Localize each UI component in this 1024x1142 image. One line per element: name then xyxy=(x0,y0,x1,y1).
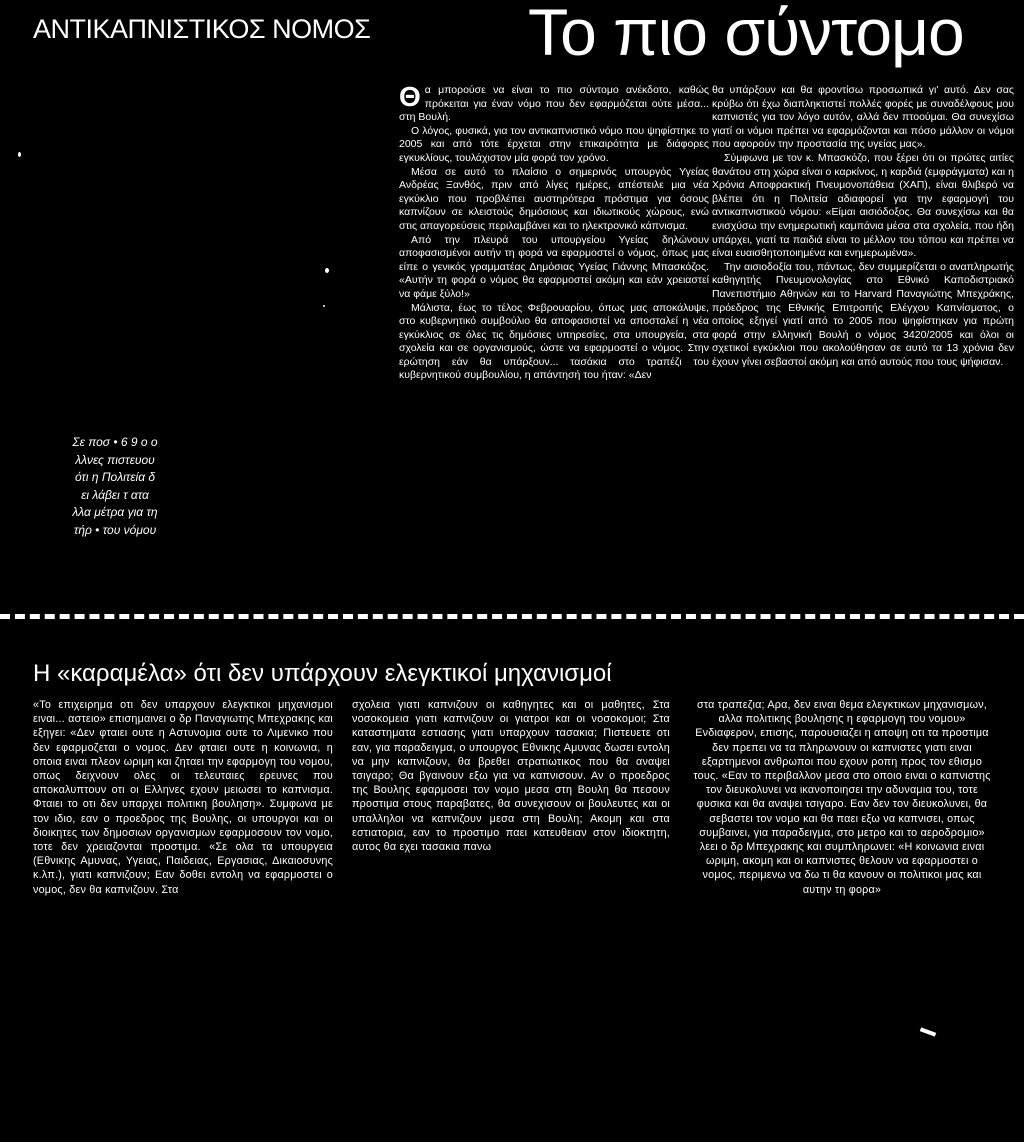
pullquote-line: Σε ποσ • 6 9 ο ο xyxy=(72,435,158,449)
section-divider xyxy=(0,614,1024,619)
article-column-1 xyxy=(399,81,709,383)
box-column-3 xyxy=(690,698,994,897)
box-paragraph: σχολεια γιατι καπνιζουν οι καθηγητες και οι μαθητες, Στα νοσοκομεια γιατι καπνιζουν οι γιατροι και οι νοσοκομοι; Στα καταστηματα εστιασης γιατι υπαρχουν τασακια; Πιστευετε οτι εαν, για παραδειγμα, ο υπουργος Εθνικης Αμυνας δωσει εντολη να μην καπνιζουν, θα βρεθει στρατιωτικος που θα αναψει τσιγαρο; Θα βγαινουν εξω για να καπνισουν. Αν ο προεδρος της Βουλης εφαρμοσει τον νομο μεσα στη Βουλη θα πεσουν προστιμα στους παραβατες, θα συνεχισουν οι βουλευτες και οι υπαλληλοι να καπνιζουν μεσα στη Βουλη; Ακομη και στα εστιατορια, εαν το προστιμο παει κατευθειαν στον ιδιοκτητη, αυτος θα εχει τασακια πανω xyxy=(352,699,670,854)
article-paragraph: Σύμφωνα με τον κ. Μπασκόζο, που ξέρει ότι οι πρώτες αιτίες θανάτου στη χώρα είναι ο καρκίνος, η καρδιά (εμφράγματα) και η Χρόνια Αποφρακτική Πνευμονοπάθεια (ΧΑΠ), είναι θλιβερό να βλέπει ότι η Πολιτεία αδιαφορεί για την εφαρμογή του αντικαπνιστικού νόμου: «Είμαι αισιόδοξος. Θα συνεχίσω και θα ενισχύσω την ενημερωτική καμπάνια μέσα στα σχολεία, που ήδη υπάρχει, γιατί τα παιδιά είναι το μέλλον του τόπου και πρέπει να είναι ευαισθητοποιημένα και ενημερωμένα». xyxy=(712,151,1014,260)
print-speck xyxy=(323,305,325,307)
headline: Το πιο σύντομο xyxy=(528,0,964,69)
pullquote-line: ει λάβει τ ατα xyxy=(81,487,149,502)
article-paragraph: Την αισιοδοξία του, πάντως, δεν συμμερίζεται ο αναπληρωτής καθηγητής Πνευμονολογίας στο Εθνικό Καποδιστριακό Πανεπιστήμιο Αθηνών και το Harvard Παναγιώτης Μπεχράκης, πρόεδρος της Εθνικής Επιτροπής Ελέγχου Καπνίσματος, ο οποίος εξηγεί γιατί από το 2005 που ψηφίστηκαν για πρώτη φορά στην ελληνική Βουλή ο νόμος 3420/2005 και όλοι οι σχετικοί εγκύκλιοι που ακολούθησαν σε αυτό τα 13 χρόνια δεν έχουν γίνει σεβαστοί ακόμη και από αυτούς που τους ψήφισαν. xyxy=(712,260,1014,368)
sidebar-box-title: Η «καραμέλα» ότι δεν υπάρχουν ελεγκτικοί μηχανισμοί xyxy=(33,660,612,687)
article-paragraph: Μέσα σε αυτό το πλαίσιο ο σημερινός υπουργός Υγείας Ανδρέας Ξανθός, πριν από λίγες ημέρες, απέστειλε μια νέα εγκύκλιο που προβλέπει αυστηρότερα πρόστιμα για όσους καπνίζουν σε κλειστούς δημόσιους και ιδιωτικούς χώρους, ενώ στις απαγορεύσεις περιλαμβάνει και το ηλεκτρονικό κάπνισμα. xyxy=(399,165,709,232)
article-paragraph: Από την πλευρά του υπουργείου Υγείας δηλώνουν αποφασισμένοι αυτήν τη φορά να εφαρμοστεί ο νόμος, όπως μας είπε ο γενικός γραμματέας Δημόσιας Υγείας Γιάννης Μπασκόζος. «Αυτήν τη φορά ο νόμος θα εφαρμοστεί ακόμη και εάν χρειαστεί να φάμε ξύλο!» xyxy=(399,233,709,300)
pullquote-line: λλα μέτρα για τη xyxy=(72,505,158,519)
print-speck xyxy=(18,152,21,157)
article-column-2 xyxy=(712,84,1014,369)
print-mark xyxy=(920,1027,936,1036)
article-paragraph: Μάλιστα, έως το τέλος Φεβρουαρίου, όπως μας αποκάλυψε, στο κυβερνητικό συμβούλιο θα αποφασιστεί να αποσταλεί η νέα εγκύκλιος σε όλες τις δημόσιες υπηρεσίες, στα υπουργεία, στα σχολεία και σε οργανισμούς, ώστε να εφαρμοστεί ο νόμος. Στην ερώτηση εάν θα υπάρξουν... τασάκια στο τραπέζι του κυβερνητικού συμβουλίου, η απάντησή του ήταν: «Δεν xyxy=(399,301,709,382)
section-kicker: ΑΝΤΙΚΑΠΝΙΣΤΙΚΟΣ ΝΟΜΟΣ xyxy=(33,14,371,44)
box-column-1 xyxy=(33,698,333,897)
pullquote-line: τήρ • του νόμου xyxy=(73,522,157,537)
print-speck xyxy=(325,268,329,273)
box-paragraph: στα τραπεζια; Αρα, δεν ειναι θεμα ελεγκτικων μηχανισμων, αλλα πολιτικης βουλησης η εφαρμογη του νομου» Ενδιαφερον, επισης, παρουσιαζει η αποψη οτι τα προστιμα δεν πρεπει να τα πληρωνουν οι καπνιστες γιατι ειναι εξαρτημενοι ανθρωποι που εχουν ροπη προς τον εθισμο τους. «Εαν το περιβαλλον μεσα στο οποιο ειναι ο καπνιστης τον διευκολυνει να ικανοποιησει την αδυναμια του, τοτε φυσικα και θα αναψει τσιγαρο. Εαν δεν τον διευκολυνει, θα σεβαστει τον νομο και θα παει εξω να καπνισει, οπως συμβαινει, για παραδειγμα, στο μετρο και το αεροδρομιο» λεει ο δρ Μπεχρακης και συμπληρωνει: «Η κοινωνια ειναι ωριμη, ακομη και οι καπνιστες θελουν να εφαρμοστει ο νομος, περιμενω να δω τι θα κανουν οι πολιτικοι μας και αυτην τη φορα» xyxy=(693,699,991,896)
article-paragraph: θα υπάρξουν και θα φροντίσω προσωπικά γι' αυτό. Δεν σας κρύβω ότι έχω διαπληκτιστεί πολλές φορές με συναδέλφους μου καπνιστές για τον λόγο αυτόν, αλλά δεν πτοούμαι. Θα συνεχίσω γιατί οι νόμοι πρέπει να εφαρμόζονται και πόσο μάλλον οι νόμοι που αφορούν την προστασία της υγείας μας». xyxy=(712,84,1014,151)
drop-cap: Θ xyxy=(399,81,421,112)
pullquote xyxy=(55,434,175,539)
article-paragraph: Θα μπορούσε να είναι το πιο σύντομο ανέκδοτο, καθώς πρόκειται για έναν νόμο που δεν εφαρμόζεται ούτε μέσα... στη Βουλή. xyxy=(399,81,709,124)
box-paragraph: «Το επιχειρημα οτι δεν υπαρχουν ελεγκτικοι μηχανισμοι ειναι... αστειο» επισημαινει ο δρ Παναγιωτης Μπεχρακης και εξηγει: «Δεν φταιει ουτε η Αστυνομια ουτε το Λιμενικο που δεν εφαρμοζεται ο νομος. Δεν φταιει ουτε η κοινωνια, η οποια ειναι πλεον ωριμη και ζηταει την εφαρμογη του νομου, οπως δειχνουν ολες οι τελευταιες ερευνες που αποκαλυπτουν οτι οι Ελληνες εχουν μειωσει το καπνισμα. Φταιει το οτι δεν υπαρχει πολιτικη βουληση». Συμφωνα με τον ιδιο, εαν ο προεδρος της Βουλης, οι υπουργοι και οι διοικητες των δημοσιων οργανισμων εφαρμοσουν τον νομο, τοτε δεν χρειαζονται προστιμα. «Σε ολα τα υπουργεια (Εθνικης Αμυνας, Υγειας, Παιδειας, Εργασιας, Δικαιοσυνης κ.λπ.), γιατι καπνιζουν; Εαν δοθει εντολη να εφαρμοστει ο νομος, δεν θα καπνιζουν. Στα xyxy=(33,699,333,896)
pullquote-line: λλνες πιστευου xyxy=(75,452,155,467)
box-column-2 xyxy=(352,698,670,854)
pullquote-line: ότι η Πολιτεία δ xyxy=(74,470,156,484)
article-paragraph: Ο λόγος, φυσικά, για τον αντικαπνιστικό νόμο που ψηφίστηκε το 2005 και από τότε έρχεται στην επικαιρότητα με διάφορες εγκυκλίους, τουλάχιστον μία φορά τον χρόνο. xyxy=(399,124,709,164)
